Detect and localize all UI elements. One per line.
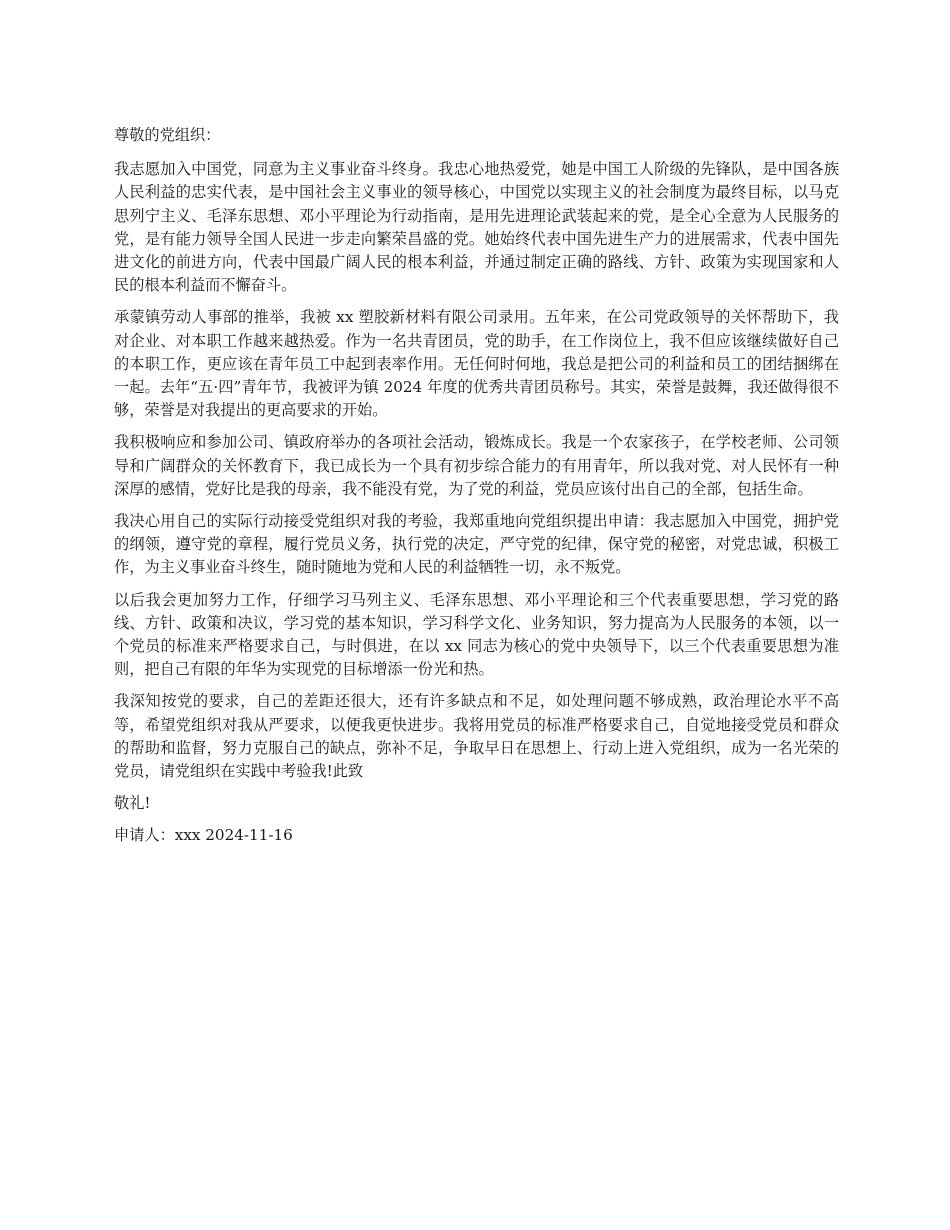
salutation: 尊敬的党组织： bbox=[114, 126, 221, 144]
paragraph-3: 我积极响应和参加公司、镇政府举办的各项社会活动，锻炼成长。我是一个农家孩子，在学校老师、公司领导和广阔群众的关怀教育下，我已成长为一个具有初步综合能力的有用青年，所以我对党、对人民怀有一种深厚的感情，党好比是我的母亲，我不能没有党，为了党的利益，党员应该付出自己的全部，包括生命。 bbox=[114, 433, 839, 498]
paragraph-1: 我志愿加入中国党，同意为主义事业奋斗终身。我忠心地热爱党，她是中国工人阶级的先锋队，是中国各族人民利益的忠实代表，是中国社会主义事业的领导核心，中国党以实现主义的社会制度为最终目标，以马克思列宁主义、毛泽东思想、邓小平理论为行动指南，是用先进理论武装起来的党，是全心全意为人民服务的党，是有能力领导全国人民进一步走向繁荣昌盛的党。她始终代表中国先进生产力的进展需求，代表中国先进文化的前进方向，代表中国最广阔人民的根本利益，并通过制定正确的路线、方针、政策为实现国家和人民的根本利益而不懈奋斗。 bbox=[114, 160, 839, 295]
paragraph-4: 我决心用自己的实际行动接受党组织对我的考验，我郑重地向党组织提出申请：我志愿加入中国党，拥护党的纲领，遵守党的章程，履行党员义务，执行党的决定，严守党的纪律，保守党的秘密，对党忠诚，积极工作，为主义事业奋斗终生，随时随地为党和人民的利益牺牲一切，永不叛党。 bbox=[114, 512, 839, 577]
paragraph-6: 我深知按党的要求，自己的差距还很大，还有许多缺点和不足，如处理问题不够成熟，政治理论水平不高等，希望党组织对我从严要求，以便我更快进步。我将用党员的标准严格要求自己，自觉地接受党员和群众的帮助和监督，努力克服自己的缺点，弥补不足，争取早日在思想上、行动上进入党组织，成为一名光荣的党员，请党组织在实践中考验我!此致 bbox=[114, 692, 839, 781]
signature: 申请人：xxx 2024-11-16 bbox=[114, 826, 293, 845]
paragraph-5: 以后我会更加努力工作，仔细学习马列主义、毛泽东思想、邓小平理论和三个代表重要思想，学习党的路线、方针、政策和决议，学习党的基本知识，学习科学文化、业务知识，努力提高为人民服务的本领，以一个党员的标准来严格要求自己，与时俱进，在以 xx 同志为核心的党中央领导下，以三个代表重要思想为准则，把自己有限的年华为实现党的目标增添一份光和热。 bbox=[114, 590, 839, 679]
closing: 敬礼! bbox=[114, 794, 151, 813]
letter-body bbox=[114, 124, 839, 857]
paragraph-2: 承蒙镇劳动人事部的推举，我被 xx 塑胶新材料有限公司录用。五年来，在公司党政领导的关怀帮助下，我对企业、对本职工作越来越热爱。作为一名共青团员，党的助手，在工作岗位上，我不但应该继续做好自己的本职工作，更应该在青年员工中起到表率作用。无任何时何地，我总是把公司的利益和员工的团结捆绑在一起。去年“五·四”青年节，我被评为镇 2024 年度的优秀共青团员称号。其实，荣誉是鼓舞，我还做得很不够，荣誉是对我提出的更高要求的开始。 bbox=[114, 308, 839, 420]
